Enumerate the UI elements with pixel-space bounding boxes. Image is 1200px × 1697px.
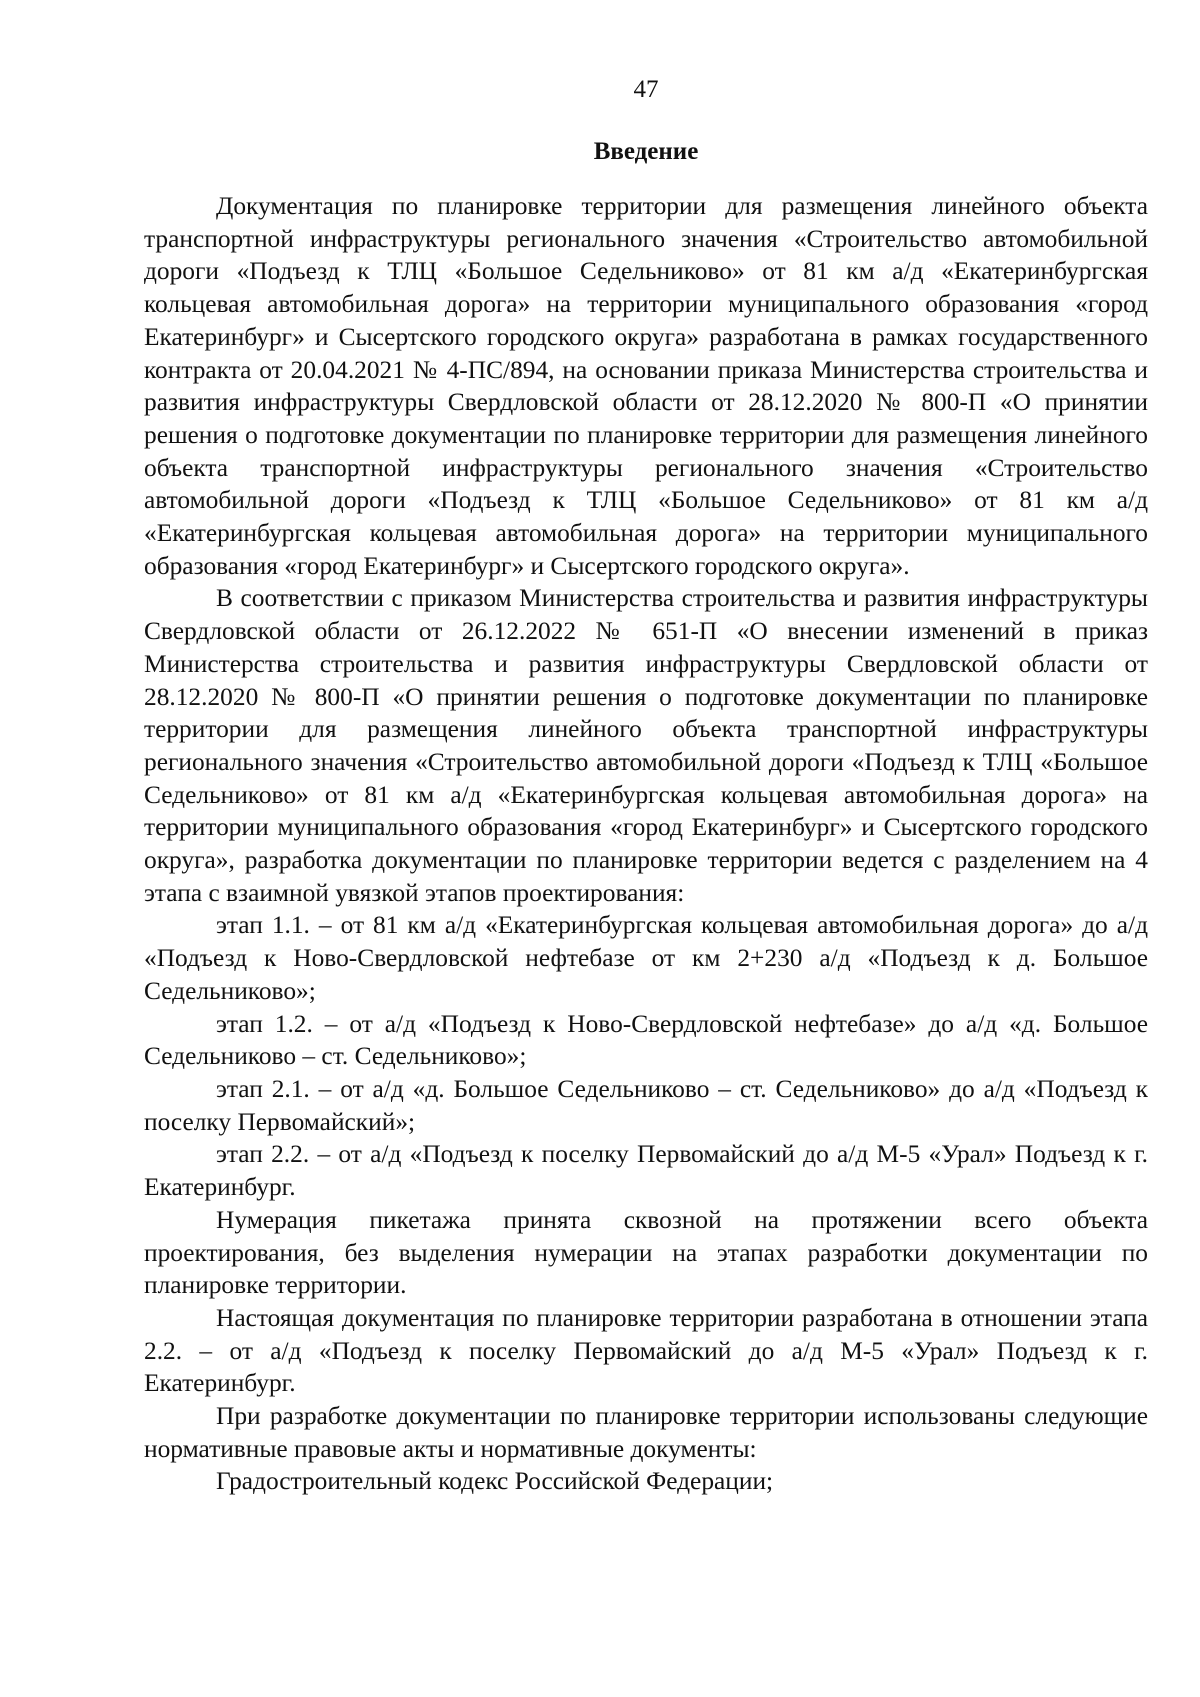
paragraph-picket-numbering: Нумерация пикетажа принята сквозной на протяжении всего объекта проектирования, без выделения нумерации на этапах разработки документации по планировке территории. — [144, 1205, 1148, 1300]
paragraph-order: В соответствии с приказом Министерства строительства и развития инфраструктуры Свердловской области от 26.12.2022 № 651-П «О внесении изменений в приказ Министерства строительства и развития инфраструктуры Свердловской области от 28.12.2020 № 800-П «О принятии решения о подготовке документации по планировке территории для размещения линейного объекта транспортной инфраструктуры регионального значения «Строительство автомобильной дороги «Подъезд к ТЛЦ «Большое Седельниково» от 81 км а/д «Екатеринбургская кольцевая автомобильная дорога» на территории муниципального образования «город Екатеринбург» и Сысертского городского округа», разработка документации по планировке территории ведется с разделением на 4 этапа с взаимной увязкой этапов проектирования: — [144, 584, 1148, 907]
paragraph-urban-code: Градостроительный кодекс Российской Федерации; — [216, 1467, 774, 1496]
paragraph-intro: Документация по планировке территории для размещения линейного объекта транспортной инфраструктуры регионального значения «Строительство автомобильной дороги «Подъезд к ТЛЦ «Большое Седельниково» от 81 км а/д «Екатеринбургская кольцевая автомобильная дорога» на территории муниципального образования «город Екатеринбург» и Сысертского городского округа» разработана в рамках государственного контракта от 20.04.2021 № 4-ПС/894, на основании приказа Министерства строительства и развития инфраструктуры Свердловской области от 28.12.2020 № 800-П «О принятии решения о подготовке документации по планировке территории для размещения линейного объекта транспортной инфраструктуры регионального значения «Строительство автомобильной дороги «Подъезд к ТЛЦ «Большое Седельниково» от 81 км а/д «Екатеринбургская кольцевая автомобильная дорога» на территории муниципального образования «город Екатеринбург» и Сысертского городского округа». — [144, 192, 1148, 580]
document-body — [144, 190, 1148, 1498]
paragraph-stage-2-1: этап 2.1. – от а/д «д. Большое Седельниково – ст. Седельниково» до а/д «Подъезд к поселку Первомайский»; — [144, 1074, 1148, 1136]
paragraph-stage-2-2: этап 2.2. – от а/д «Подъезд к поселку Первомайский до а/д М-5 «Урал» Подъезд к г. Екатеринбург. — [144, 1140, 1148, 1202]
section-heading: Введение — [593, 138, 699, 165]
page-number: 47 — [633, 76, 659, 103]
paragraph-current-stage: Настоящая документация по планировке территории разработана в отношении этапа 2.2. – от а/д «Подъезд к поселку Первомайский до а/д М-5 «Урал» Подъезд к г. Екатеринбург. — [144, 1303, 1148, 1398]
paragraph-stage-1-2: этап 1.2. – от а/д «Подъезд к Ново-Свердловской нефтебазе» до а/д «д. Большое Седельниково – ст. Седельниково»; — [144, 1009, 1148, 1071]
paragraph-normative-acts: При разработке документации по планировке территории использованы следующие нормативные правовые акты и нормативные документы: — [144, 1402, 1148, 1463]
paragraph-stage-1-1: этап 1.1. – от 81 км а/д «Екатеринбургская кольцевая автомобильная дорога» до а/д «Подъезд к Ново-Свердловской нефтебазе от км 2+230 а/д «Подъезд к д. Большое Седельниково»; — [144, 911, 1148, 1005]
